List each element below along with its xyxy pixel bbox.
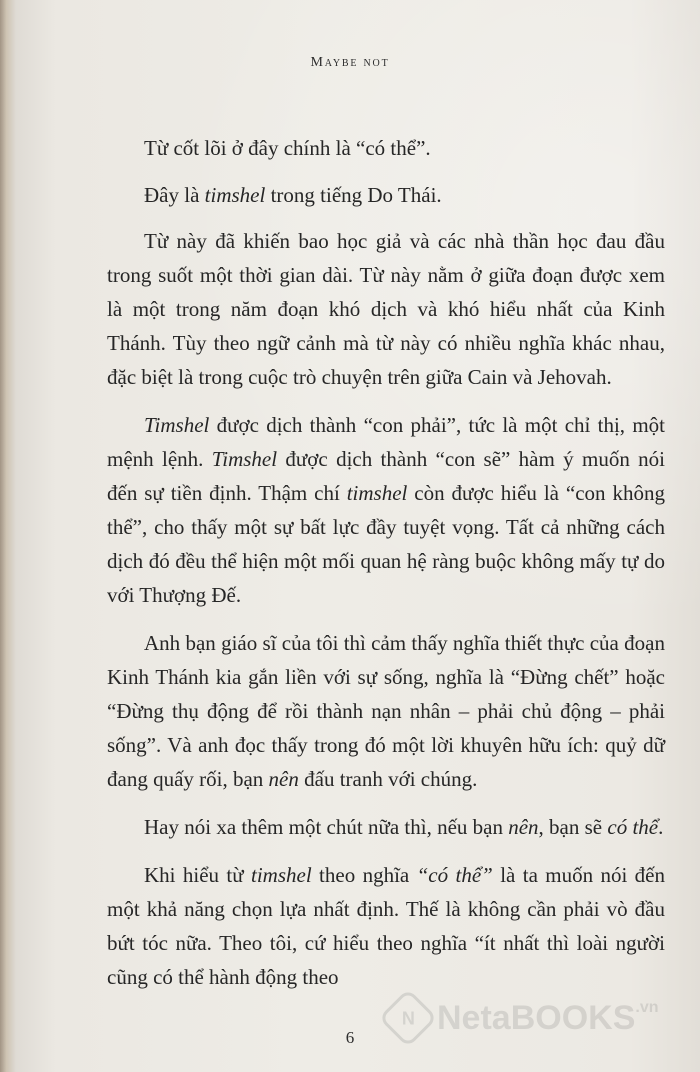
page-number: 6 [345, 1028, 355, 1047]
paragraph-5 [107, 626, 665, 796]
paragraph-2 [107, 178, 665, 212]
running-header: Maybe not [310, 55, 390, 70]
paragraph-5-text-a: Anh bạn giáo sĩ của tôi thì cảm thấy nghĩa thiết thực của đoạn Kinh Thánh kia gắn liền với sự sống, nghĩa là “Đừng chết” hoặc “Đừng thụ động để rồi thành nạn nhân – phải chủ động – phải sống”. Và anh đọc thấy trong đó một lời khuyên hữu ích: quỷ dữ đang quấy rối, bạn [107, 631, 665, 791]
paragraph-6-emphasis-2: có thể [607, 815, 659, 839]
paragraph-6-text-a: Hay nói xa thêm một chút nữa thì, nếu bạn [144, 815, 509, 839]
paragraph-4-text-c: còn được hiểu là “con không thể”, cho thấy một sự bất lực đầy tuyệt vọng. Tất cả những cách dịch đó đều thể hiện một mối quan hệ ràng buộc không mấy tự do với Thượng Đế. [107, 481, 665, 607]
neta-logo-letter: N [401, 1008, 415, 1028]
paragraph-7-text-c: là ta muốn nói đến một khả năng chọn lựa nhất định. Thế là không cần phải vò đầu bứt tóc nữa. Theo tôi, cứ hiểu theo nghĩa “ít nhất thì loài người cũng có thể hành động theo [107, 863, 665, 989]
watermark-domain-suffix: .vn [635, 998, 659, 1016]
paragraph-1-text: Từ cốt lõi ở đây chính là “có thể”. [144, 136, 431, 160]
paragraph-2-emphasis: timshel [204, 183, 266, 207]
body-text [107, 131, 665, 1008]
paragraph-4-emphasis-1: Timshel [144, 413, 210, 437]
paragraph-2-text-b: trong tiếng Do Thái. [265, 183, 442, 207]
paragraph-3 [107, 224, 665, 394]
paragraph-1 [107, 131, 665, 165]
page-spine-shadow [0, 0, 16, 1072]
paragraph-5-emphasis: nên [268, 767, 299, 791]
paragraph-4-text-a: được dịch thành “con phải”, tức là một chỉ thị, một mệnh lệnh. [107, 413, 665, 471]
paragraph-4-text-b: được dịch thành “con sẽ” hàm ý muốn nói đến sự tiền định. Thậm chí [107, 447, 665, 505]
paragraph-7-emphasis-1: timshel [251, 863, 312, 887]
paragraph-4-emphasis-3: timshel [346, 481, 408, 505]
paragraph-2-text-a: Đây là [144, 183, 205, 207]
watermark-text: NetaBOOKS [437, 998, 636, 1037]
paragraph-4-emphasis-2: Timshel [211, 447, 278, 471]
paragraph-3-text: Từ này đã khiến bao học giả và các nhà thần học đau đầu trong suốt một thời gian dài. Từ này nằm ở giữa đoạn được xem là một trong năm đoạn khó dịch và khó hiểu nhất của Kinh Thánh. Tùy theo ngữ cảnh mà từ này có nhiều nghĩa khác nhau, đặc biệt là trong cuộc trò chuyện trên giữa Cain và Jehovah. [107, 229, 665, 389]
paragraph-7 [107, 858, 665, 994]
paragraph-5-text-b: đấu tranh với chúng. [298, 767, 478, 791]
paragraph-6-text-c: . [658, 815, 664, 839]
paragraph-7-text-a: Khi hiểu từ [144, 863, 251, 887]
paragraph-7-emphasis-2: “có thể” [416, 863, 493, 887]
paragraph-6 [107, 810, 665, 844]
paragraph-4 [107, 408, 665, 612]
paragraph-6-text-b: , bạn sẽ [538, 815, 608, 839]
paragraph-6-emphasis-1: nên [508, 815, 539, 839]
paragraph-7-text-b: theo nghĩa [311, 863, 417, 887]
